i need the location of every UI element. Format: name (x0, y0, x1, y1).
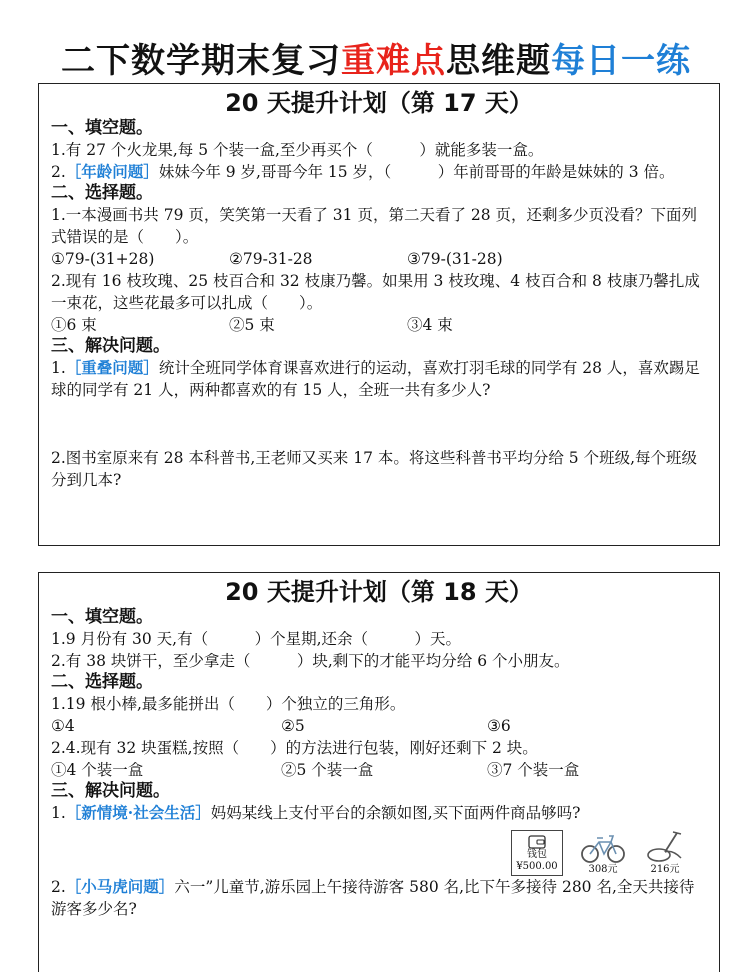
day18-question-5 (51, 802, 707, 824)
answer-space (51, 401, 707, 447)
day17-question-6: 2.图书室原来有 28 本科普书,王老师又买来 17 本。将这些科普书平均分给 5 个班级,每个班级分到几本? (51, 449, 698, 489)
option: ②79-31-28 (229, 250, 313, 268)
title-part-2: 重难点 (341, 41, 446, 81)
day17-fill-blank-heading: 一、填空题。 (51, 118, 153, 138)
day18-question-4: 2.4.现有 32 块蛋糕,按照（ ）的方法进行包装，刚好还剩下 2 块。 (51, 739, 538, 757)
option: ②5 (281, 717, 305, 735)
day17-question-4-options (51, 314, 707, 336)
day17-heading: 20 天提升计划（第 17 天） (225, 89, 533, 117)
wallet-card (511, 830, 563, 876)
option: ③7 个装一盒 (487, 761, 580, 779)
new-context-tag: ［新情境·社会生活］ (65, 803, 211, 822)
day18-choice-heading: 二、选择题。 (51, 672, 153, 692)
option: ②5 束 (229, 316, 275, 334)
q5-prefix: 1. (51, 804, 66, 822)
q5-text: 妈妈某线上支付平台的余额如图,买下面两件商品够吗? (210, 804, 581, 822)
day17-question-2 (51, 161, 707, 183)
age-problem-tag: ［年龄问题］ (65, 162, 159, 181)
title-part-3: 思维题 (446, 41, 551, 81)
day18-question-4-options (51, 759, 707, 781)
q2-prefix: 2. (51, 163, 66, 181)
main-title (0, 38, 752, 84)
day17-choice-heading: 二、选择题。 (51, 183, 153, 203)
day17-question-3: 1.一本漫画书共 79 页，笑笑第一天看了 31 页，第二天看了 28 页，还剩多少页没看？下面列式错误的是（ ）。 (51, 206, 698, 246)
title-part-1: 二下数学期末复习 (61, 41, 341, 81)
day18-question-3: 1.19 根小棒,最多能拼出（ ）个独立的三角形。 (51, 695, 406, 713)
title-part-4: 每日一练 (551, 41, 691, 81)
bike-item (579, 830, 627, 876)
bike-price: 308元 (588, 864, 618, 875)
overlap-problem-tag: ［重叠问题］ (65, 358, 159, 377)
option: ①6 束 (51, 316, 97, 334)
day18-section (38, 572, 720, 972)
q6-text: 六一”儿童节,游乐园上午接待游客 580 名,比下午多接待 280 名,全天共接待游客多少名? (51, 878, 695, 918)
day17-section (38, 83, 720, 546)
q2-text: 妹妹今年 9 岁,哥哥今年 15 岁，（ ）年前哥哥的年龄是妹妹的 3 倍。 (158, 163, 675, 181)
q6-prefix: 2. (51, 878, 66, 896)
option: ③79-(31-28) (407, 250, 503, 268)
option: ①79-(31+28) (51, 250, 155, 268)
day17-question-1: 1.有 27 个火龙果,每 5 个装一盒,至少再买个（ ）就能多装一盒。 (51, 141, 544, 159)
option: ①4 个装一盒 (51, 761, 144, 779)
option: ③6 (487, 717, 511, 735)
wallet-icon (528, 835, 546, 849)
wallet-label: 钱包 (527, 849, 547, 860)
day18-heading: 20 天提升计划（第 18 天） (225, 578, 533, 606)
day17-question-4: 2.现有 16 枝玫瑰、25 枝百合和 32 枝康乃馨。如果用 3 枝玫瑰、4 枝百合和 8 枝康乃馨扎成一束花，这些花最多可以扎成（ ）。 (51, 272, 700, 312)
option: ②5 个装一盒 (281, 761, 374, 779)
bike-icon (579, 830, 627, 864)
day18-question-1: 1.9 月份有 30 天,有（ ）个星期,还余（ ）天。 (51, 630, 462, 648)
day18-fill-blank-heading: 一、填空题。 (51, 607, 153, 627)
vacuum-icon (643, 830, 687, 864)
day18-question-3-options (51, 715, 707, 737)
day18-solve-heading: 三、解决问题。 (51, 781, 170, 801)
day18-question-6 (51, 876, 707, 920)
goods-figure (51, 824, 687, 876)
day18-question-2: 2.有 38 块饼干，至少拿走（ ）块,剩下的才能平均分给 6 个小朋友。 (51, 652, 570, 670)
option: ①4 (51, 717, 75, 735)
option: ③4 束 (407, 316, 453, 334)
vacuum-price: 216元 (650, 864, 680, 875)
day17-solve-heading: 三、解决问题。 (51, 336, 170, 356)
q5-prefix: 1. (51, 359, 66, 377)
vacuum-item (643, 830, 687, 876)
q5-text: 统计全班同学体育课喜欢进行的运动，喜欢打羽毛球的同学有 28 人，喜欢踢足球的同学有 21 人，两种都喜欢的有 15 人，全班一共有多少人? (51, 359, 700, 399)
day17-question-5 (51, 357, 707, 401)
day17-question-3-options (51, 248, 707, 270)
wallet-amount: ¥500.00 (516, 861, 558, 872)
careless-problem-tag: ［小马虎问题］ (65, 877, 175, 896)
